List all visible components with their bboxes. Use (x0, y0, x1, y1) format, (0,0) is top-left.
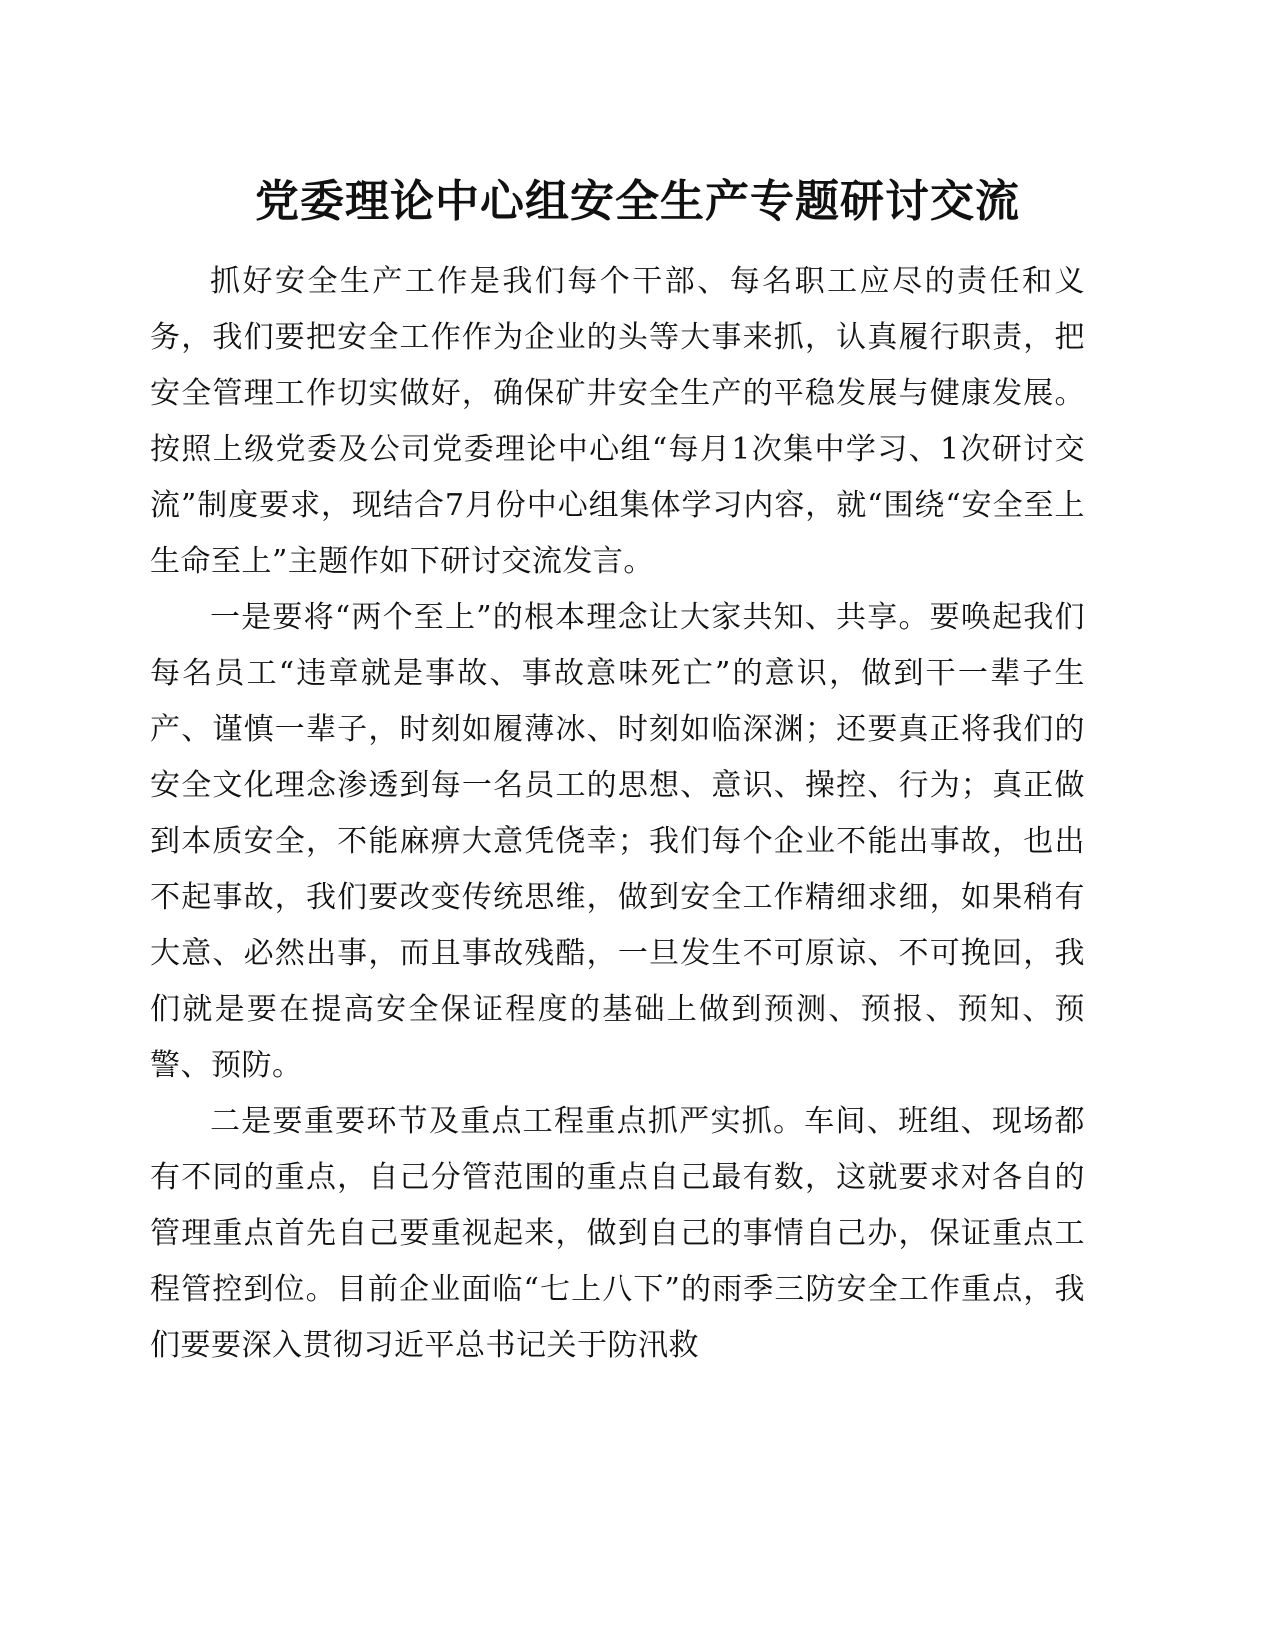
paragraph-point-two: 二是要重要环节及重点工程重点抓严实抓。车间、班组、现场都有不同的重点，自己分管范围的重点自己最有数，这就要求对各自的管理重点首先自己要重视起来，做到自己的事情自己办，保证重点工程管控到位。目前企业面临“七上八下”的雨季三防安全工作重点，我们要要深入贯彻习近平总书记关于防汛救 (150, 1104, 1085, 1363)
document-title: 党委理论中心组安全生产专题研讨交流 (255, 176, 1020, 227)
paragraph-intro: 抓好安全生产工作是我们每个干部、每名职工应尽的责任和义务，我们要把安全工作作为企业的头等大事来抓，认真履行职责，把安全管理工作切实做好，确保矿井安全生产的平稳发展与健康发展。按照上级党委及公司党委理论中心组“每月1次集中学习、1次研讨交流”制度要求，现结合7月份中心组集体学习内容，就“围绕“安全至上生命至上”主题作如下研讨交流发言。 (150, 264, 1085, 579)
document-body (150, 254, 1085, 1374)
paragraph-point-one: 一是要将“两个至上”的根本理念让大家共知、共享。要唤起我们每名员工“违章就是事故、事故意味死亡”的意识，做到干一辈子生产、谨慎一辈子，时刻如履薄冰、时刻如临深渊；还要真正将我们的安全文化理念渗透到每一名员工的思想、意识、操控、行为；真正做到本质安全，不能麻痹大意凭侥幸；我们每个企业不能出事故，也出不起事故，我们要改变传统思维，做到安全工作精细求细，如果稍有大意、必然出事，而且事故残酷，一旦发生不可原谅、不可挽回，我们就是要在提高安全保证程度的基础上做到预测、预报、预知、预警、预防。 (150, 600, 1085, 1083)
